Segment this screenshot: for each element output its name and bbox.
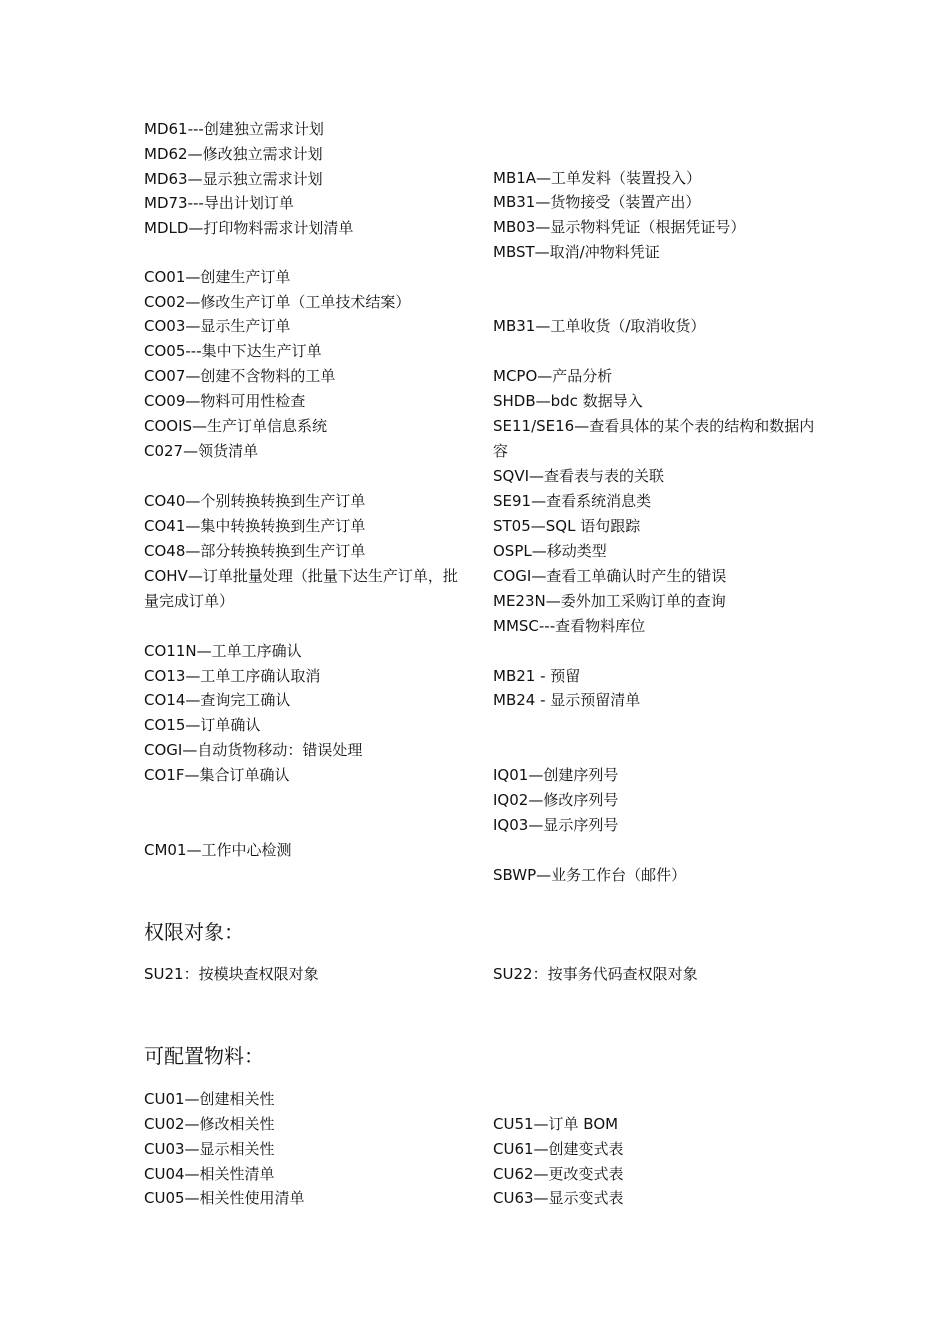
- text-line: MD62—修改独立需求计划: [144, 145, 323, 163]
- text-line: SHDB—bdc 数据导入: [493, 392, 643, 410]
- text-line: CU62—更改变式表: [493, 1165, 624, 1183]
- text-line: CO48—部分转换转换到生产订单: [144, 542, 366, 560]
- text-line: CU01—创建相关性: [144, 1090, 275, 1108]
- text-line: MD63—显示独立需求计划: [144, 170, 323, 188]
- text-line: CU03—显示相关性: [144, 1140, 275, 1158]
- text-line: COHV—订单批量处理（批量下达生产订单，批量完成订单）: [144, 567, 458, 610]
- text-line: CO1F—集合订单确认: [144, 766, 290, 784]
- text-line: MB03—显示物料凭证（根据凭证号）: [493, 218, 746, 236]
- text-line: CU63—显示变式表: [493, 1189, 624, 1207]
- text-line: IQ02—修改序列号: [493, 791, 619, 809]
- text-line: CU05—相关性使用清单: [144, 1189, 305, 1207]
- text-line: CU51—订单 BOM: [493, 1115, 619, 1133]
- text-line: MDLD—打印物料需求计划清单: [144, 219, 354, 237]
- text-line: MBST—取消/冲物料凭证: [493, 243, 660, 261]
- text-line: CU61—创建变式表: [493, 1140, 624, 1158]
- text-line: MB31—工单收货（/取消收货）: [493, 317, 706, 335]
- text-line: MB21 - 预留: [493, 667, 581, 685]
- text-line: CO09—物料可用性检查: [144, 392, 306, 410]
- text-line: MB1A—工单发料（装置投入）: [493, 169, 702, 187]
- text-line: COOIS—生产订单信息系统: [144, 417, 328, 435]
- text-line: MD73---导出计划订单: [144, 194, 294, 212]
- text-line: IQ01—创建序列号: [493, 766, 619, 784]
- text-line: CO15—订单确认: [144, 716, 261, 734]
- text-line: CO11N—工单工序确认: [144, 642, 302, 660]
- text-line: CO41—集中转换转换到生产订单: [144, 517, 366, 535]
- text-line: SQVI—查看表与表的关联: [493, 467, 665, 485]
- section-heading: 可配置物料：: [144, 1044, 264, 1068]
- text-line: MB31—货物接受（装置产出）: [493, 193, 701, 211]
- text-line: COGI—自动货物移动：错误处理: [144, 741, 363, 759]
- text-line: MCPO—产品分析: [493, 367, 613, 385]
- text-line: ST05—SQL 语句跟踪: [493, 517, 641, 535]
- text-line: SU22：按事务代码查权限对象: [493, 965, 698, 983]
- text-line: CO02—修改生产订单（工单技术结案）: [144, 293, 411, 311]
- text-line: COGI—查看工单确认时产生的错误: [493, 567, 727, 585]
- text-line: CO03—显示生产订单: [144, 317, 291, 335]
- text-line: MB24 - 显示预留清单: [493, 691, 641, 709]
- text-line: CM01—工作中心检测: [144, 841, 292, 859]
- text-line: CU02—修改相关性: [144, 1115, 275, 1133]
- text-line: CO07—创建不含物料的工单: [144, 367, 336, 385]
- text-line: C027—领货清单: [144, 442, 259, 460]
- text-line: CO01—创建生产订单: [144, 268, 291, 286]
- text-line: ME23N—委外加工采购订单的查询: [493, 592, 726, 610]
- text-line: SU21：按模块查权限对象: [144, 965, 319, 983]
- text-line: SE91—查看系统消息类: [493, 492, 652, 510]
- text-line: CO05---集中下达生产订单: [144, 342, 322, 360]
- text-line: CO13—工单工序确认取消: [144, 667, 321, 685]
- text-line: IQ03—显示序列号: [493, 816, 619, 834]
- text-line: CO14—查询完工确认: [144, 691, 291, 709]
- text-line: SE11/SE16—查看具体的某个表的结构和数据内容: [493, 417, 815, 460]
- text-line: MD61---创建独立需求计划: [144, 120, 324, 138]
- text-line: CO40—个别转换转换到生产订单: [144, 492, 366, 510]
- text-line: OSPL—移动类型: [493, 542, 607, 560]
- text-line: SBWP—业务工作台（邮件）: [493, 866, 687, 884]
- text-line: MMSC---查看物料库位: [493, 617, 646, 635]
- section-heading: 权限对象：: [144, 920, 244, 944]
- text-line: CU04—相关性清单: [144, 1165, 275, 1183]
